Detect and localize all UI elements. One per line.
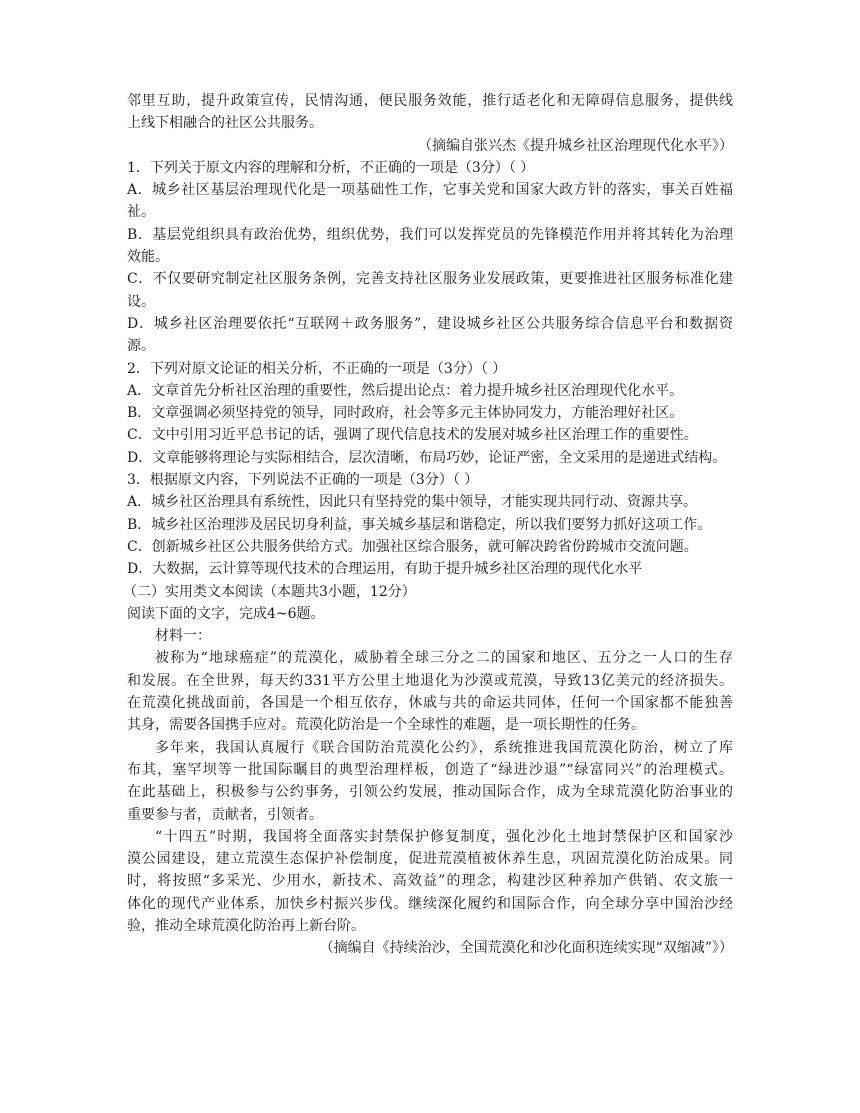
paragraph-1-line-4: 其身，需要各国携手应对。荒漠化防治是一个全球性的难题，是一项长期性的任务。 [127, 717, 645, 734]
q1-option-c-line-2: 设。 [127, 293, 155, 310]
q2-option-a: A．文章首先分析社区治理的重要性，然后提出论点：着力提升城乡社区治理现代化水平。 [127, 382, 684, 399]
paragraph-1-line-3: 在荒漠化挑战面前，各国是一个相互依存，休戚与共的命运共同体，任何一个国家都不能独善 [127, 695, 733, 712]
paragraph-1-line-1: 被称为“地球癌症”的荒漠化，威胁着全球三分之二的国家和地区、五分之一人口的生存 [155, 650, 733, 667]
section-heading: （二）实用类文本阅读（本题共3小题，12分） [123, 583, 416, 600]
q1-option-a-line-1: A．城乡社区基层治理现代化是一项基础性工作，它事关党和国家大政方针的落实，事关百姓福 [127, 182, 733, 199]
q3-option-d: D．大数据，云计算等现代技术的合理运用，有助于提升城乡社区治理的现代化水平 [127, 561, 643, 578]
q3-stem: 3．根据原文内容，下列说法不正确的一项是（3分）（ ） [127, 472, 479, 489]
intro-source: （摘编自张兴杰《提升城乡社区治理现代化水平》） [418, 137, 733, 154]
paragraph-2-line-4: 重要参与者，贡献者，引领者。 [127, 806, 323, 823]
paragraph-2-line-2: 布其，塞罕坝等一批国际瞩目的典型治理样板，创造了“绿进沙退”“绿富同兴”的治理模式。 [127, 761, 733, 778]
paragraph-3-line-2: 漠公园建设，建立荒漠生态保护补偿制度，促进荒漠植被休养生息，巩固荒漠化防治成果。同 [127, 851, 733, 868]
paragraph-3-line-4: 体化的现代产业体系，加快乡村振兴步伐。继续深化履约和国际合作，向全球分享中国治沙经 [127, 895, 733, 912]
q1-option-b-line-2: 效能。 [127, 249, 169, 266]
q2-option-d: D．文章能够将理论与实际相结合，层次清晰，布局巧妙，论证严密，全文采用的是递进式结构。 [127, 449, 727, 466]
section-instruction: 阅读下面的文字，完成4~6题。 [127, 605, 325, 622]
q3-option-c: C．创新城乡社区公共服务供给方式。加强社区综合服务，就可解决跨省份跨城市交流问题。 [127, 538, 698, 555]
q3-option-a: A．城乡社区治理具有系统性，因此只有坚持党的集中领导，才能实现共同行动、资源共享。 [127, 494, 698, 511]
material-source: （摘编自《持续治沙，全国荒漠化和沙化面积连续实现“双缩减”》） [319, 940, 733, 957]
intro-line-2: 上线下相融合的社区公共服务。 [127, 115, 323, 132]
q1-option-d-line-1: D．城乡社区治理要依托“互联网＋政务服务”，建设城乡社区公共服务综合信息平台和数据资 [127, 315, 733, 332]
paragraph-3-line-5: 验，推动全球荒漠化防治再上新台阶。 [127, 917, 365, 934]
q1-option-b-line-1: B．基层党组织具有政治优势，组织优势，我们可以发挥党员的先锋模范作用并将其转化为治理 [127, 226, 733, 243]
document-page [123, 90, 733, 960]
q1-option-a-line-2: 祉。 [127, 204, 155, 221]
intro-line-1: 邻里互助，提升政策宣传，民情沟通，便民服务效能，推行适老化和无障碍信息服务，提供线 [127, 93, 733, 109]
paragraph-2-line-3: 在此基础上，积极参与公约事务，引领公约发展，推动国际合作，成为全球荒漠化防治事业的 [127, 784, 733, 801]
q2-option-b: B．文章强调必须坚持党的领导，同时政府，社会等多元主体协同发力，方能治理好社区。 [127, 405, 684, 422]
paragraph-1-line-2: 和发展。在全世界，每天约331平方公里土地退化为沙漠或荒漠，导致13亿美元的经济损失。 [127, 672, 733, 689]
q1-stem: 1．下列关于原文内容的理解和分析，不正确的一项是（3分）（ ） [127, 159, 535, 176]
q1-option-d-line-2: 源。 [127, 338, 155, 355]
material-label: 材料一： [155, 628, 211, 645]
q3-option-b: B．城乡社区治理涉及居民切身利益，事关城乡基层和谐稳定，所以我们要努力抓好这项工作。 [127, 516, 712, 533]
paragraph-3-line-3: 时，将按照“多采光、少用水，新技术、高效益”的理念，构建沙区种养加产供销、农文旅一 [127, 873, 733, 890]
q2-option-c: C．文中引用习近平总书记的话，强调了现代信息技术的发展对城乡社区治理工作的重要性。 [127, 427, 698, 444]
paragraph-2-line-1: 多年来，我国认真履行《联合国防治荒漠化公约》，系统推进我国荒漠化防治，树立了库 [155, 739, 733, 756]
q1-option-c-line-1: C．不仅要研究制定社区服务条例，完善支持社区服务业发展政策，更要推进社区服务标准化建 [127, 271, 733, 288]
paragraph-3-line-1: “十四五”时期，我国将全面落实封禁保护修复制度，强化沙化土地封禁保护区和国家沙 [155, 828, 733, 845]
q2-stem: 2．下列对原文论证的相关分析，不正确的一项是（3分）（ ） [127, 360, 507, 377]
